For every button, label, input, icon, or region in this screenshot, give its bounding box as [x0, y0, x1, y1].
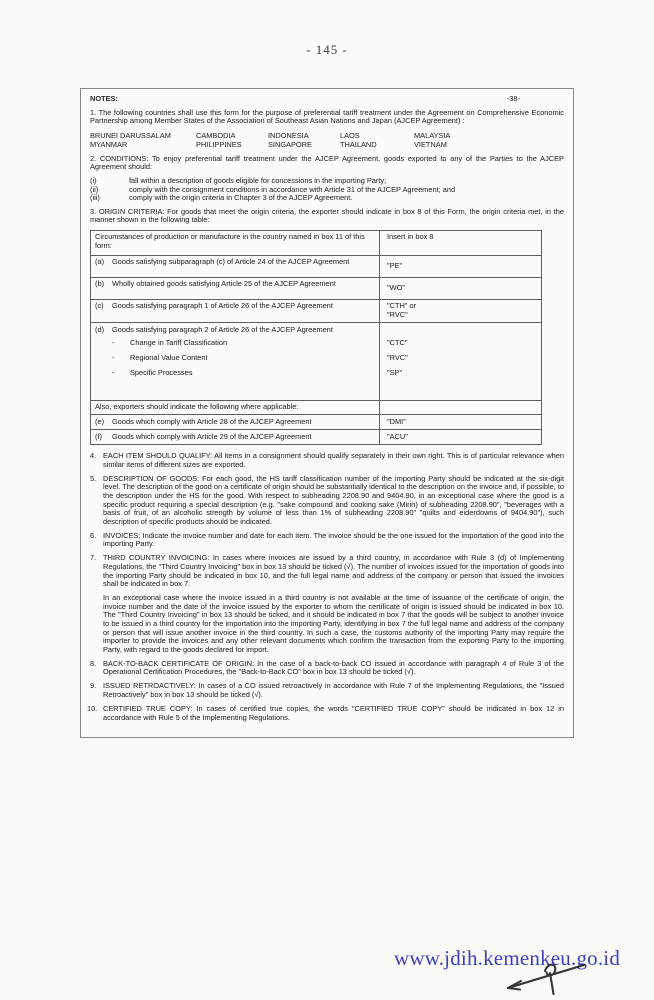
row-text: Goods satisfying paragraph 2 of Article 26 of the AJCEP Agreement — [112, 324, 333, 334]
country-name: CAMBODIA — [196, 130, 236, 140]
table-also-row — [91, 400, 541, 415]
section-text: ISSUED RETROACTIVELY: In cases of a CO issued retroactively in accordance with Rule 7 of the Implementing Regulations, the "Issued Retroactively" box in box 13 should be ticked (√). — [103, 681, 564, 700]
table-row-d — [91, 322, 541, 400]
row-text: Goods satisfying paragraph 1 of Article 26 of the AJCEP Agreement — [112, 301, 333, 311]
row-label: (a) — [95, 257, 105, 267]
section-number: 5. — [90, 473, 97, 483]
sub-item-text: Regional Value Content — [130, 352, 208, 362]
section-text: INVOICES: Indicate the invoice number and date for each item. The invoice should be the one issued for the importation of the good into the importing Party. — [103, 530, 564, 549]
notes-box-header — [90, 95, 564, 104]
note-3-origin-criteria-intro: 3. ORIGIN CRITERIA: For goods that meet the origin criteria, the exporter should indicate in box 8 of this Form, the origin criteria met, in the manner shown in the following table: — [90, 206, 564, 225]
sub-item-code: "CTC" — [387, 337, 408, 347]
note-5-description-of-goods — [90, 475, 564, 526]
condition-label: (ii) — [90, 184, 99, 194]
table-header-left: Circumstances of production or manufacture in the country named in box 11 of this form: — [91, 231, 380, 255]
section-number: 6. — [90, 530, 97, 540]
jdih-kemenkeu-watermark: www.jdih.kemenkeu.go.id — [394, 946, 621, 970]
sub-item — [95, 354, 373, 369]
origin-criteria-table — [90, 230, 542, 445]
section-number: 10. — [87, 704, 98, 714]
table-row — [91, 414, 541, 429]
also-text: Also, exporters should indicate the following where applicable: — [91, 401, 380, 415]
row-label: (d) — [95, 324, 105, 334]
condition-label: (i) — [90, 176, 97, 186]
section-number: 7. — [90, 553, 97, 563]
notes-title: NOTES: — [90, 94, 118, 103]
row-text: Goods which comply with Article 29 of the AJCEP Agreement — [112, 431, 312, 441]
sub-item — [95, 369, 373, 384]
row-label: (b) — [95, 279, 105, 289]
table-header-right: Insert in box 8 — [387, 232, 434, 242]
table-row — [91, 429, 541, 444]
note-7-second-paragraph: In an exceptional case where the invoice issued in a third country is not available at the time of issuance of the certificate of origin, the invoice number and the date of the invoice issued by the exporter to whom the certificate of origin is issued should be indicated in box 10. The "Third Country Invoicing" in box 13 should be ticked, and it should be indicated in box 7 that the goods will be subject to another invoice to be issued in a third country for the importation into the importing Party, identifying in box 7 the full legal name and address of the company or person that will issue another invoice in the third country. In such a case, the customs authority of the importing Party may require the importer to provide the invoices and any other relevant documents which confirm the transaction from the exporting Party to the importing Party, with regard to the goods declared for import. — [103, 593, 564, 654]
section-number: 4. — [90, 451, 97, 461]
section-number: 8. — [90, 658, 97, 668]
country-name: INDONESIA — [268, 130, 309, 140]
notes-box — [80, 88, 574, 738]
section-text: DESCRIPTION OF GOODS: For each good, the HS tariff classification number of the importing Party should be indicated at the six-digit level. The description of the good on a certificate of origin should be substantially identical to the description on the invoice and, if possible, to the description under the HS for the good. With respect to subheading 2208.90 and 9404.90, in an exceptional case where the good is a specific product requiring a special description (e.g. "sake compound and cooking sake (Mirin) of subheading 2208.90", "beverages with a basis of fruit, of an alcoholic strength by volume of less than 1% of subheading 2208.90" "quilts and eiderdowns of 9404.90"), such description of specific products should be indicated. — [103, 473, 564, 526]
sub-item-text: Specific Processes — [130, 367, 193, 377]
country-name: LAOS — [340, 130, 360, 140]
note-7-third-country-invoicing — [90, 554, 564, 654]
page-number: - 145 - — [306, 42, 348, 57]
pen-arrowhead-lower — [508, 988, 520, 990]
section-number: 9. — [90, 681, 97, 691]
dash-bullet: - — [112, 352, 115, 362]
section-text: BACK-TO-BACK CERTIFICATE OF ORIGIN: In the case of a back-to-back CO issued in accordance with paragraph 4 of Rule 3 of the Operational Certification Procedures, the "Back-to-Back CO" box in box 13 should be ticked (√). — [103, 658, 564, 677]
condition-label: (iii) — [90, 193, 100, 203]
row-code-line: "CTH" or — [387, 301, 417, 311]
sub-item-code: "RVC" — [387, 352, 408, 362]
row-label: (f) — [95, 431, 102, 441]
form-page-number: -38- — [506, 94, 520, 103]
row-label: (c) — [95, 301, 104, 311]
row-code: "PE" — [387, 261, 403, 271]
member-countries-list — [90, 132, 564, 150]
table-header-row — [91, 231, 541, 255]
sub-item-code: "SP" — [387, 367, 403, 377]
country-name: BRUNEI DARUSSALAM — [90, 130, 171, 140]
row-text: Wholly obtained goods satisfying Article 25 of the AJCEP Agreement — [112, 279, 336, 289]
country-name: MALAYSIA — [414, 130, 451, 140]
row-code: "ACU" — [387, 431, 408, 441]
row-label: (e) — [95, 416, 105, 426]
pen-mark-icon — [492, 958, 602, 1000]
dash-bullet: - — [112, 367, 115, 377]
section-text: EACH ITEM SHOULD QUALIFY: All items in a consignment should qualify separately in their own right. This is of particular relevance when similar items of different sizes are exported. — [103, 451, 564, 469]
table-row — [91, 299, 541, 322]
note-10-certified-true-copy — [87, 704, 564, 722]
sub-item — [95, 339, 373, 354]
country-name: VIETNAM — [414, 140, 447, 150]
note-4-each-item-should-qualify — [90, 452, 564, 469]
condition-text: comply with the consignment conditions in accordance with Article 31 of the AJCEP Agreement; and — [129, 184, 456, 194]
condition-item — [90, 194, 564, 203]
sub-item-text: Change in Tariff Classification — [130, 337, 228, 347]
row-text: Goods which comply with Article 28 of the AJCEP Agreement — [112, 416, 312, 426]
note-8-back-to-back-co — [90, 660, 564, 677]
country-name: MYANMAR — [90, 140, 128, 150]
row-code — [380, 300, 541, 322]
condition-text: comply with the origin criteria in Chapter 3 of the AJCEP Agreement. — [129, 193, 353, 203]
country-name: THAILAND — [340, 140, 377, 150]
table-row — [91, 255, 541, 277]
note-6-invoices — [90, 532, 564, 549]
note-2-conditions-list — [90, 177, 564, 203]
note-1-paragraph: 1. The following countries shall use this form for the purpose of preferential tariff treatment under the Agreement on Comprehensive Economic Partnership among Member States of the Association of Southeast Asian Nations and Japan (AJCEP Agreement) : — [90, 107, 564, 126]
pen-squiggle-tail — [550, 973, 554, 994]
row-code: "WO" — [387, 283, 405, 293]
section-text: CERTIFIED TRUE COPY: In cases of certified true copies, the words "CERTIFIED TRUE COPY" should be indicated in box 12 in accordance with Rule 5 of the Implementing Regulations. — [103, 704, 564, 722]
section-text: THIRD COUNTRY INVOICING: In cases where invoices are issued by a third country, in accordance with Rule 3 (d) of Implementing Regulations, the "Third Country Invoicing" box in box 13 should be ticked (√). The number of invoices issued for the importation of goods into the importing Party should be indicated in box 10, and the full legal name and address of the company or person that issued the invoices shall be indicated in box 7. — [103, 553, 564, 589]
row-code-line: "RVC" — [387, 310, 408, 320]
country-name: SINGAPORE — [268, 140, 312, 150]
note-2-conditions-intro: 2. CONDITIONS: To enjoy preferential tariff treatment under the AJCEP Agreement, goods exported to any of the Parties to the AJCEP Agreement should: — [90, 153, 564, 172]
note-9-issued-retroactively — [90, 682, 564, 699]
condition-text: fall within a description of goods eligible for concessions in the importing Party; — [129, 176, 387, 186]
table-row — [91, 277, 541, 299]
country-name: PHILIPPINES — [196, 140, 242, 150]
dash-bullet: - — [112, 337, 115, 347]
row-code: "DMI" — [387, 416, 406, 426]
row-text: Goods satisfying subparagraph (c) of Article 24 of the AJCEP Agreement — [112, 257, 350, 267]
